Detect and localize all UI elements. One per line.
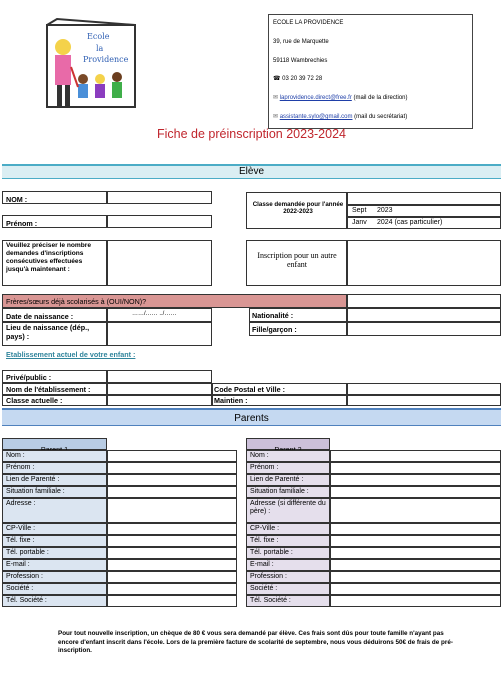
footer-note: Pour tout nouvelle inscription, un chèque de 80 € vous sera demandé par élève. Ces frais sont dûs pour toute famille n'ayant pas encore d'enfant inscrit dans l'école. Lors de la première facture de scolarité de septembre, nous vous déduirons 50€ de frais de pré-inscription. [58, 630, 453, 654]
parent2-field-input[interactable] [330, 583, 501, 595]
date-naissance-label: Date de naissance : [6, 312, 74, 321]
phone-icon: ☎ [273, 76, 281, 82]
parent2-field-label: Profession : [246, 571, 330, 583]
fille-garcon-field[interactable] [347, 322, 501, 336]
prenom-field[interactable] [107, 215, 212, 228]
mail-icon: ✉ [273, 114, 279, 120]
parent2-field-label: Adresse (si différente du père) : [246, 498, 330, 523]
parent1-field-label: Tél. fixe : [2, 535, 107, 547]
inscription-autre-label: Inscription pour un autre enfant [257, 251, 337, 269]
school-street: 39, rue de Marquette [273, 39, 329, 45]
school-logo [43, 17, 141, 122]
nationalite-field[interactable] [347, 308, 501, 322]
parent1-field-label: CP-Ville : [2, 523, 107, 535]
parent1-field-input[interactable] [107, 535, 237, 547]
parent2-field-input[interactable] [330, 523, 501, 535]
parent2-field-label: E-mail : [246, 559, 330, 571]
parent2-field-label: Tél. portable : [246, 547, 330, 559]
demandes-field[interactable] [107, 240, 212, 286]
school-name: ECOLE LA PROVIDENCE [273, 20, 344, 26]
parent2-field-input[interactable] [330, 474, 501, 486]
parent2-field-label: Prénom : [246, 462, 330, 474]
parent2-field-input[interactable] [330, 486, 501, 498]
parent2-field-label: Société : [246, 583, 330, 595]
eleve-section-header: Elève [2, 164, 501, 179]
parent2-field-input[interactable] [330, 547, 501, 559]
parent1-field-input[interactable] [107, 498, 237, 523]
freres-soeurs-field[interactable] [347, 294, 501, 308]
parent1-field-input[interactable] [107, 450, 237, 462]
parent2-field-input[interactable] [330, 559, 501, 571]
parent2-field-input[interactable] [330, 450, 501, 462]
parent1-field-label: Société : [2, 583, 107, 595]
nom-etablissement-label: Nom de l'établissement : [6, 385, 91, 394]
parent2-field-input[interactable] [330, 498, 501, 523]
mail-icon: ✉ [273, 95, 279, 101]
parent1-field-label: Nom : [2, 450, 107, 462]
parent1-field-input[interactable] [107, 595, 237, 607]
email-direction-link[interactable]: laprovidence.direct@free.fr [279, 95, 352, 101]
logo-text-ecole: Ecole [87, 32, 110, 41]
freres-soeurs-label: Frères/sœurs déjà scolarisés à (OUI/NON)? [6, 297, 147, 306]
parent2-field-input[interactable] [330, 535, 501, 547]
form-title: Fiche de préinscription 2023-2024 [156, 127, 346, 141]
nom-label: NOM : [6, 195, 28, 204]
parent1-field-label: Lien de Parenté : [2, 474, 107, 486]
parent2-field-label: Tél. fixe : [246, 535, 330, 547]
parent1-field-label: Tél. portable : [2, 547, 107, 559]
prive-public-field[interactable] [107, 370, 212, 383]
maintien-label: Maintien : [214, 396, 248, 405]
nom-label-cell [2, 191, 107, 204]
parent1-field-input[interactable] [107, 523, 237, 535]
parent1-field-label: Situation familiale : [2, 486, 107, 498]
maintien-field[interactable] [347, 395, 501, 406]
parent1-header [2, 438, 107, 450]
prive-public-label: Privé/public : [6, 373, 52, 382]
school-email-secretariat: ✉ assistante.sylo@gmail.com (mail du secrétariat) [273, 114, 408, 120]
parent2-field-input[interactable] [330, 595, 501, 607]
classe-actuelle-field[interactable] [107, 395, 212, 406]
parent2-field-input[interactable] [330, 462, 501, 474]
parent1-field-label: E-mail : [2, 559, 107, 571]
school-email-direction: ✉ laprovidence.direct@free.fr (mail de la direction) [273, 95, 408, 101]
inscription-autre-field[interactable] [347, 240, 501, 286]
parent2-field-input[interactable] [330, 571, 501, 583]
parent1-field-input[interactable] [107, 559, 237, 571]
parent2-field-label: Nom : [246, 450, 330, 462]
classe-actuelle-label: Classe actuelle : [6, 396, 63, 405]
rentree-janv-row[interactable]: Janv 2024 (cas particulier) [347, 217, 501, 229]
nom-etablissement-field[interactable] [107, 383, 212, 395]
classe-demandee-label: Classe demandée pour l'année 2022-2023 [252, 201, 344, 216]
school-phone: ☎ 03 20 39 72 28 [273, 76, 323, 82]
nationalite-label: Nationalité : [252, 311, 294, 320]
parent1-field-input[interactable] [107, 486, 237, 498]
parent1-field-label: Profession : [2, 571, 107, 583]
parent2-field-label: Lien de Parenté : [246, 474, 330, 486]
parent2-field-label: Tél. Société : [246, 595, 330, 607]
classe-demandee-top-blank [347, 192, 501, 205]
parent1-field-input[interactable] [107, 571, 237, 583]
parent1-field-input[interactable] [107, 583, 237, 595]
lieu-naissance-field[interactable] [107, 322, 212, 346]
nom-field[interactable] [107, 191, 212, 204]
parents-section-header: Parents [2, 408, 501, 426]
fille-garcon-label: Fille/garçon : [252, 325, 297, 334]
etablissement-actuel-heading: Etablissement actuel de votre enfant : [6, 350, 136, 359]
parent2-field-label: Situation familiale : [246, 486, 330, 498]
prenom-label-cell [2, 215, 107, 228]
school-city: 59118 Wambrechies [273, 58, 328, 64]
parent1-field-label: Tél. Société : [2, 595, 107, 607]
parent1-field-input[interactable] [107, 474, 237, 486]
parent1-field-label: Prénom : [2, 462, 107, 474]
parent1-field-input[interactable] [107, 547, 237, 559]
parent1-field-label: Adresse : [2, 498, 107, 523]
logo-text-providence: Providence [83, 55, 129, 64]
lieu-naissance-label: Lieu de naissance (dép., pays) : [6, 323, 90, 341]
parent2-field-label: CP-Ville : [246, 523, 330, 535]
code-postal-field[interactable] [347, 383, 501, 395]
email-secretariat-link[interactable]: assistante.sylo@gmail.com [279, 114, 353, 120]
logo-text-la: la [96, 44, 104, 53]
code-postal-label: Code Postal et Ville : [214, 385, 285, 394]
school-contact-box [268, 14, 473, 129]
prenom-label: Prénom : [6, 219, 38, 228]
parent2-header [246, 438, 330, 450]
parent1-field-input[interactable] [107, 462, 237, 474]
date-naissance-field[interactable]: ……/…… ../…… [107, 308, 212, 322]
demandes-label: Veuillez préciser le nombre demandes d'inscriptions consécutives effectuées jusqu'à maintenant : [6, 242, 92, 273]
rentree-sept-row[interactable]: Sept 2023 [347, 205, 501, 217]
